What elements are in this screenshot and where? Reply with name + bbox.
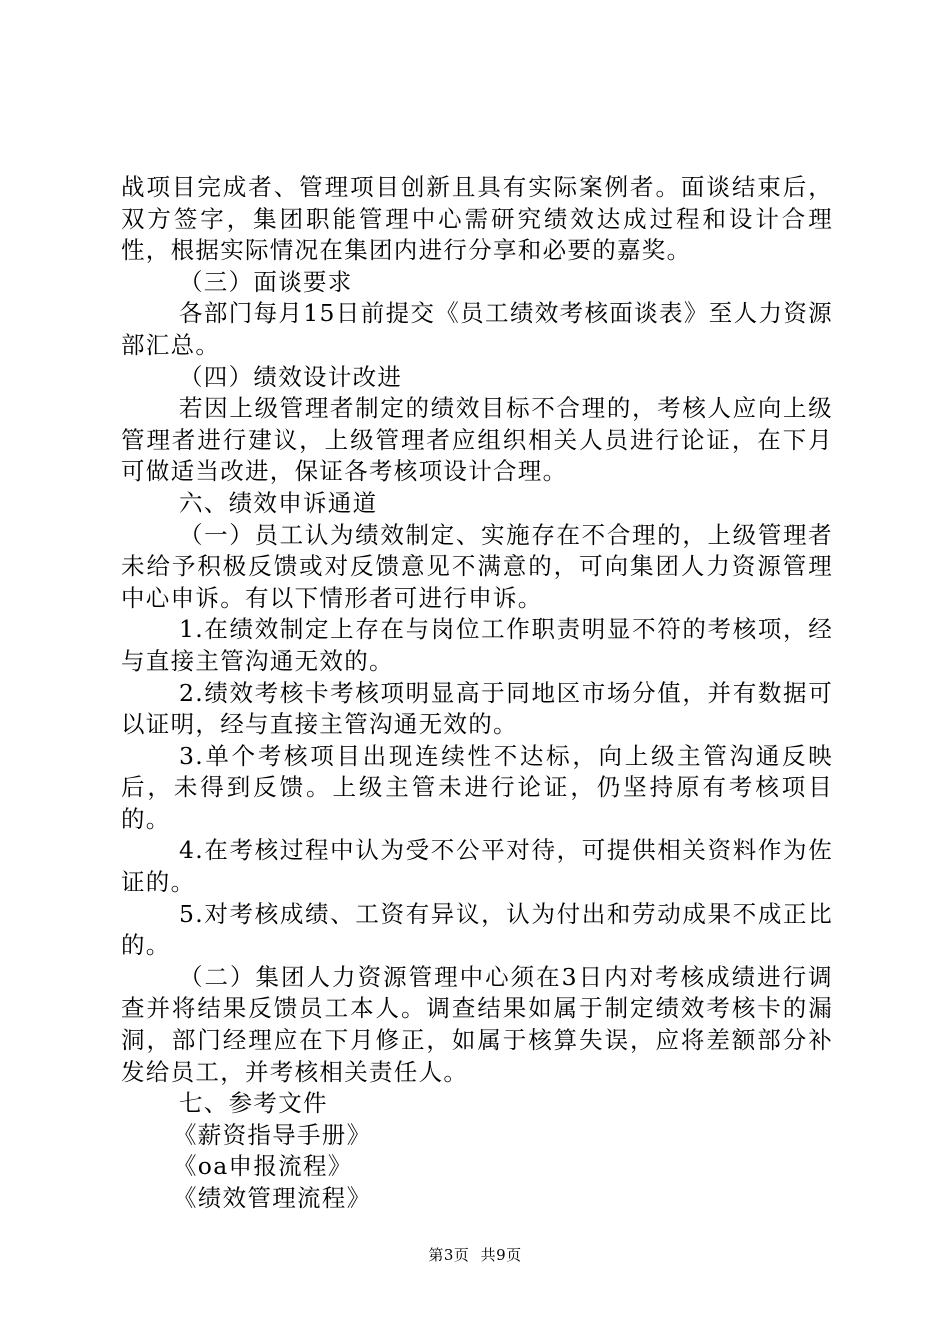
section-heading-appeal-channel: 六、绩效申诉通道 bbox=[179, 488, 378, 517]
reference-item: 《绩效管理流程》 bbox=[173, 1184, 372, 1212]
list-item: 2.绩效考核卡考核项明显高于同地区市场分值，并有数据可以证明，经与直接主管沟通无效的。 bbox=[121, 678, 833, 739]
list-item: 1.在绩效制定上存在与岗位工作职责明显不符的考核项，经与直接主管沟通无效的。 bbox=[121, 615, 833, 675]
list-item: 3.单个考核项目出现连续性不达标，向上级主管沟通反映后，未得到反馈。上级主管未进行论证，仍坚持原有考核项目的。 bbox=[121, 741, 833, 833]
paragraph: 各部门每月15日前提交《员工绩效考核面谈表》至人力资源部汇总。 bbox=[121, 299, 833, 359]
page-total: 共9页 bbox=[480, 1246, 522, 1264]
list-item: 5.对考核成绩、工资有异议，认为付出和劳动成果不成正比的。 bbox=[121, 899, 833, 960]
list-item: 4.在考核过程中认为受不公平对待，可提供相关资料作为佐证的。 bbox=[121, 836, 833, 897]
reference-item: 《薪资指导手册》 bbox=[173, 1120, 372, 1149]
paragraph: （二）集团人力资源管理中心须在3日内对考核成绩进行调查并将结果反馈员工本人。调查结果如属于制定绩效考核卡的漏洞，部门经理应在下月修正，如属于核算失误，应将差额部分补发给员工，并考核相关责任人。 bbox=[121, 962, 833, 1086]
reference-item: 《oa申报流程》 bbox=[173, 1152, 353, 1181]
paragraph: 若因上级管理者制定的绩效目标不合理的，考核人应向上级管理者进行建议，上级管理者应组织相关人员进行论证，在下月可做适当改进，保证各考核项设计合理。 bbox=[121, 394, 833, 486]
page-number: 第3页 bbox=[428, 1246, 470, 1264]
section-heading-interview-requirements: （三）面谈要求 bbox=[179, 267, 353, 296]
page-footer bbox=[0, 1244, 950, 1265]
section-heading-references: 七、参考文件 bbox=[179, 1089, 328, 1118]
section-heading-design-improvement: （四）绩效设计改进 bbox=[179, 362, 403, 391]
paragraph: 战项目完成者、管理项目创新且具有实际案例者。面谈结束后，双方签字，集团职能管理中心需研究绩效达成过程和设计合理性，根据实际情况在集团内进行分享和必要的嘉奖。 bbox=[121, 173, 833, 265]
document-body bbox=[121, 172, 833, 1215]
paragraph: （一）员工认为绩效制定、实施存在不合理的，上级管理者未给予积极反馈或对反馈意见不满意的，可向集团人力资源管理中心申诉。有以下情形者可进行申诉。 bbox=[121, 520, 833, 612]
